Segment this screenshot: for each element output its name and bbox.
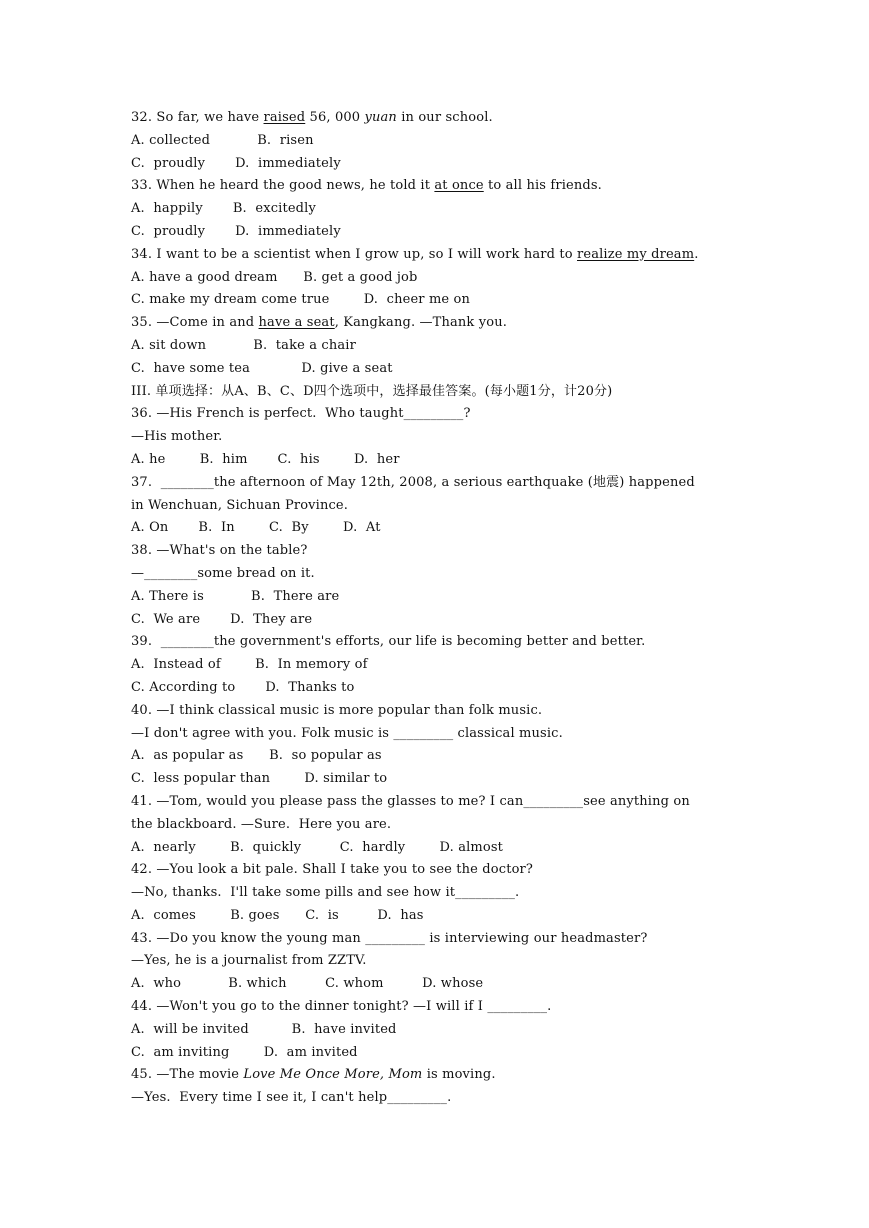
text-segment: 43. —Do you know the young man _________ is interviewing our headmaster? bbox=[131, 930, 648, 946]
text-line bbox=[131, 312, 751, 335]
text-segment: C. proudly D. immediately bbox=[131, 155, 341, 171]
text-segment: 32. So far, we have bbox=[131, 110, 264, 125]
text-segment: —Yes. Every time I see it, I can't help_________. bbox=[131, 1090, 452, 1106]
text-line bbox=[131, 267, 751, 290]
text-segment: —No, thanks. I'll take some pills and see how it_________. bbox=[131, 885, 520, 901]
text-segment: 39. ________the government's efforts, our life is becoming better and better. bbox=[131, 634, 646, 650]
text-segment: A. who B. which C. whom D. whose bbox=[131, 976, 484, 992]
text-line bbox=[131, 768, 751, 791]
exam-page bbox=[131, 107, 751, 1110]
text-segment: A. There is B. There are bbox=[131, 588, 340, 604]
text-segment: 40. —I think classical music is more popular than folk music. bbox=[131, 702, 543, 718]
text-line bbox=[131, 198, 751, 221]
text-line bbox=[131, 586, 751, 609]
text-segment: 35. —Come in and bbox=[131, 315, 259, 331]
text-segment: . bbox=[694, 246, 699, 262]
text-line bbox=[131, 1042, 751, 1065]
text-segment: 36. —His French is perfect. Who taught_________? bbox=[131, 406, 471, 422]
text-segment: 56, 000 bbox=[305, 110, 365, 125]
italic-phrase: Love Me Once More, Mom bbox=[243, 1067, 423, 1083]
italic-phrase: yuan bbox=[364, 110, 397, 125]
text-line bbox=[131, 495, 751, 518]
underlined-phrase: at once bbox=[434, 178, 484, 194]
text-line bbox=[131, 700, 751, 723]
text-segment: 38. —What's on the table? bbox=[131, 543, 308, 559]
text-segment: in Wenchuan, Sichuan Province. bbox=[131, 497, 349, 513]
text-segment: 45. —The movie bbox=[131, 1067, 244, 1083]
text-segment: C. have some tea D. give a seat bbox=[131, 360, 393, 376]
text-segment: —Yes, he is a journalist from ZZTV. bbox=[131, 953, 367, 969]
text-line bbox=[131, 1019, 751, 1042]
text-segment: A. happily B. excitedly bbox=[131, 201, 316, 217]
text-segment: —His mother. bbox=[131, 429, 223, 445]
text-line bbox=[131, 426, 751, 449]
text-segment: in our school. bbox=[396, 110, 493, 125]
text-line bbox=[131, 631, 751, 654]
text-line bbox=[131, 381, 751, 404]
text-segment: 44. —Won't you go to the dinner tonight? —I will if I _________. bbox=[131, 999, 552, 1015]
text-segment: C. proudly D. immediately bbox=[131, 223, 341, 239]
text-line bbox=[131, 1087, 751, 1110]
text-line bbox=[131, 358, 751, 381]
text-line bbox=[131, 153, 751, 176]
text-segment: to all his friends. bbox=[483, 178, 602, 194]
text-segment: A. have a good dream B. get a good job bbox=[131, 269, 418, 285]
text-segment: C. less popular than D. similar to bbox=[131, 771, 388, 787]
text-segment: C. am inviting D. am invited bbox=[131, 1044, 358, 1060]
text-segment: A. comes B. goes C. is D. has bbox=[131, 907, 424, 923]
text-line bbox=[131, 472, 751, 495]
text-line bbox=[131, 221, 751, 244]
text-segment: is moving. bbox=[422, 1067, 496, 1083]
text-line bbox=[131, 814, 751, 837]
text-segment: A. Instead of B. In memory of bbox=[131, 657, 368, 673]
text-line bbox=[131, 175, 751, 198]
text-line bbox=[131, 996, 751, 1019]
underlined-phrase: have a seat bbox=[258, 315, 335, 331]
text-line bbox=[131, 1064, 751, 1087]
text-segment: 41. —Tom, would you please pass the glasses to me? I can_________see anything on bbox=[131, 793, 690, 809]
text-segment: C. make my dream come true D. cheer me on bbox=[131, 292, 471, 308]
text-line bbox=[131, 563, 751, 586]
text-line bbox=[131, 837, 751, 860]
text-line bbox=[131, 289, 751, 312]
text-segment: C. According to D. Thanks to bbox=[131, 679, 355, 695]
text-line bbox=[131, 244, 751, 267]
underlined-phrase: raised bbox=[263, 110, 306, 125]
text-segment: the blackboard. —Sure. Here you are. bbox=[131, 816, 392, 832]
text-line bbox=[131, 859, 751, 882]
text-segment: 42. —You look a bit pale. Shall I take you to see the doctor? bbox=[131, 862, 534, 878]
text-line bbox=[131, 791, 751, 814]
text-segment: A. as popular as B. so popular as bbox=[131, 748, 382, 764]
text-line bbox=[131, 517, 751, 540]
text-line bbox=[131, 449, 751, 472]
text-segment: —I don't agree with you. Folk music is _________ classical music. bbox=[131, 725, 563, 741]
text-segment: —________some bread on it. bbox=[131, 565, 315, 581]
text-line bbox=[131, 745, 751, 768]
text-line bbox=[131, 677, 751, 700]
text-line bbox=[131, 609, 751, 632]
text-line bbox=[131, 905, 751, 928]
text-line bbox=[131, 723, 751, 746]
text-line bbox=[131, 882, 751, 905]
text-line bbox=[131, 950, 751, 973]
text-segment: C. We are D. They are bbox=[131, 611, 313, 627]
text-segment: A. collected B. risen bbox=[131, 132, 314, 148]
text-segment: A. sit down B. take a chair bbox=[131, 337, 356, 353]
text-line bbox=[131, 403, 751, 426]
text-line bbox=[131, 540, 751, 563]
text-segment: 34. I want to be a scientist when I grow up, so I will work hard to bbox=[131, 246, 578, 262]
text-line bbox=[131, 130, 751, 153]
text-line bbox=[131, 335, 751, 358]
text-segment: III. 单项选择：从A、B、C、D四个选项中，选择最佳答案。(每小题1分，计20分) bbox=[131, 383, 613, 399]
text-line bbox=[131, 928, 751, 951]
text-segment: A. he B. him C. his D. her bbox=[131, 451, 400, 467]
text-segment: A. will be invited B. have invited bbox=[131, 1021, 397, 1037]
text-segment: A. On B. In C. By D. At bbox=[131, 520, 381, 536]
underlined-phrase: realize my dream bbox=[577, 246, 695, 262]
text-line bbox=[131, 107, 751, 130]
text-line bbox=[131, 973, 751, 996]
text-segment: 37. ________the afternoon of May 12th, 2008, a serious earthquake (地震) happened bbox=[131, 474, 695, 490]
text-segment: , Kangkang. —Thank you. bbox=[334, 315, 508, 331]
text-segment: A. nearly B. quickly C. hardly D. almost bbox=[131, 839, 504, 855]
text-segment: 33. When he heard the good news, he told it bbox=[131, 178, 435, 194]
text-line bbox=[131, 654, 751, 677]
